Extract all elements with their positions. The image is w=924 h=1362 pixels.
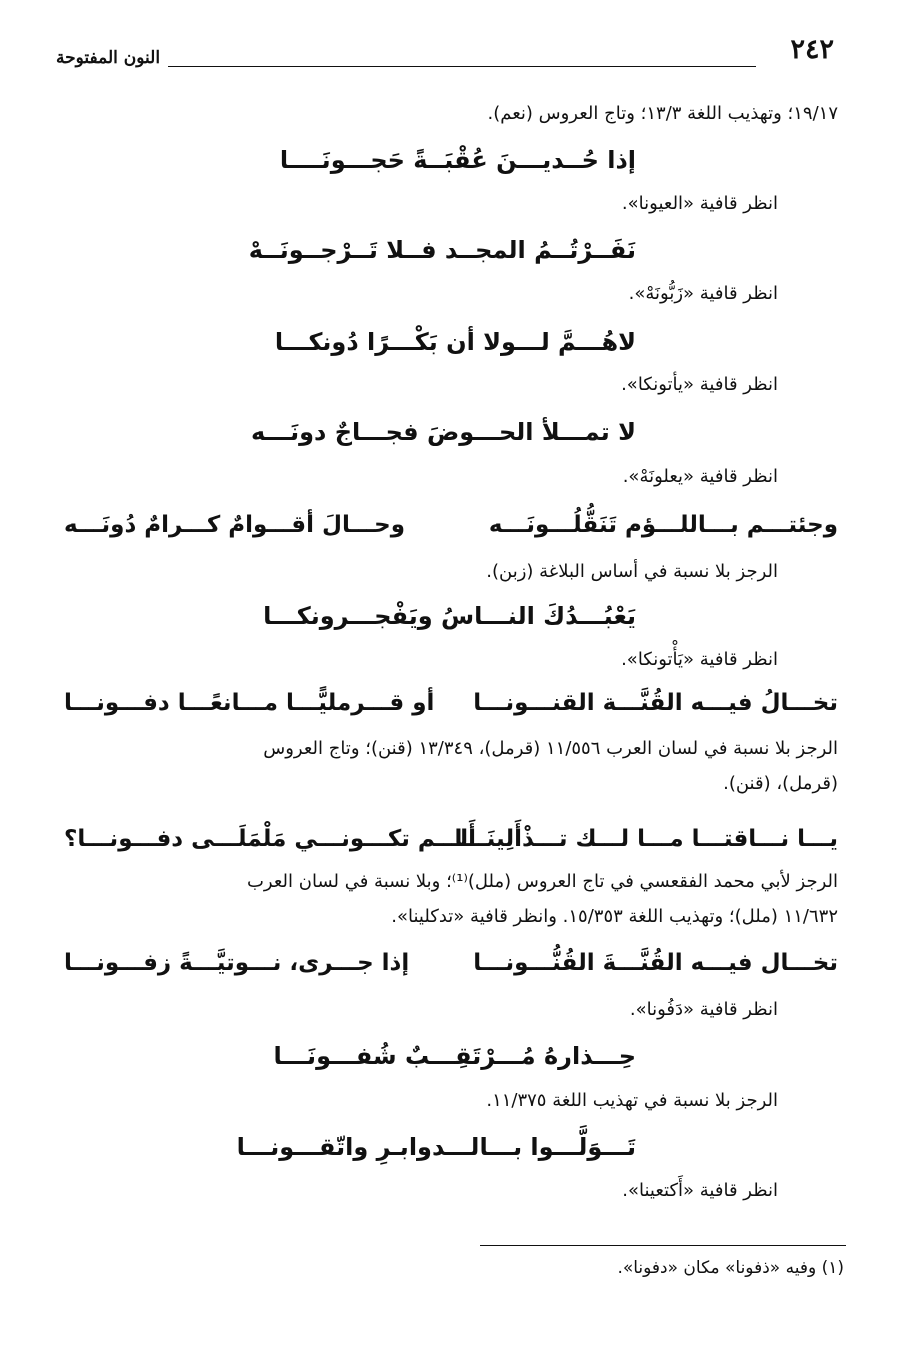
note-lisan-qarmal-cont: (قرمل)، (قنن). [723, 773, 838, 794]
verse-yabuduka: يَعْبُـــدُكَ النـــاسُ ويَفْجـــرونكـــا [263, 602, 636, 630]
note-uyuna: انظر قافية «العيونا». [621, 193, 778, 214]
verse-jitum-second-hemistich: وحـــالَ أقـــوامٌ كـــرامٌ دُونَـــه [64, 512, 406, 538]
verse-hadin: إذا حُــديـــنَ عُقْبَــةً حَجـــونَــــا [279, 146, 636, 174]
note-yatunaka: انظر قافية «يأتونكا». [621, 374, 778, 395]
verse-la-tamla: لا تمـــلأ الحـــوضَ فجـــاجٌ دونَـــه [250, 418, 636, 446]
footnote: (١) وفيه «ذفونا» مكان «دفونا». [617, 1258, 844, 1278]
running-title: النون المفتوحة [56, 48, 161, 68]
note-yatunaka-2: انظر قافية «يَأْتونكا». [621, 649, 778, 670]
verse-takhalu-second-hemistich: أو قـــرمليًّـــا مـــانعًـــا دفـــونـــا [64, 690, 435, 716]
note-tahdhib-375: الرجز بلا نسبة في تهذيب اللغة ١١/٣٧٥. [486, 1090, 778, 1111]
verse-tawallaw: تَـــوَلَّـــوا بـــالـــدوابـرِ واتّقـــونـــا [236, 1133, 636, 1161]
verse-ya-naqata-second-hemistich: أَلـــم تكـــونـــي مَلْمَلَـــى دفـــونـــا؟ [64, 826, 477, 852]
verse-takhal-first-hemistich: تخـــال فيـــه القُنَّـــةَ القُنُّـــونـــا [473, 950, 838, 976]
page-number: ٢٤٢ [790, 34, 834, 65]
verse-jitum-first-hemistich: وجئتـــم بـــاللـــؤم تَنَقُّلُـــونَـــه [488, 512, 838, 538]
verse-takhal-second-hemistich: إذا جـــرى، نـــوتيَّـــةً زفـــونـــا [64, 950, 410, 976]
page-header [56, 30, 834, 74]
verse-ya-naqata-first-hemistich: يـــا نـــاقتـــا مـــا لـــك تـــذْأَلِينَـــا [454, 826, 838, 852]
footnote-rule [480, 1245, 846, 1246]
header-rule [168, 66, 756, 67]
continued-reference: ١٩/١٧؛ وتهذيب اللغة ١٣/٣؛ وتاج العروس (نعم). [487, 103, 838, 124]
note-faqasi-cont: ١١/٦٣٢ (ملل)؛ وتهذيب اللغة ١٥/٣٥٣. وانظر قافية «تدكلينا». [391, 906, 838, 927]
note-aktaina: انظر قافية «أَكتعينا». [622, 1180, 778, 1201]
note-faqasi: الرجز لأبي محمد الفقعسي في تاج العروس (ملل)⁽¹⁾؛ وبلا نسبة في لسان العرب [246, 871, 838, 892]
note-yalunah: انظر قافية «يعلونَهْ». [622, 466, 778, 487]
verse-nafartum: نَفَــرْتُــمُ المجــد فــلا تَــرْجــونَــهْ [248, 236, 636, 264]
note-lisan-qarmal: الرجز بلا نسبة في لسان العرب ١١/٥٥٦ (قرمل)، ١٣/٣٤٩ (قنن)؛ وتاج العروس [263, 738, 838, 759]
note-zabbunah: انظر قافية «زَبُّونَهْ». [628, 283, 778, 304]
verse-takhalu-first-hemistich: تخـــالُ فيـــه القُنَّـــة القنـــونـــا [473, 690, 838, 716]
note-dafuna: انظر قافية «دَفُونا». [629, 999, 778, 1020]
verse-hidharuhu: حِـــذارهُ مُـــرْتَقِـــبٌ شُفـــونَـــا [273, 1042, 636, 1070]
note-asas-balagha: الرجز بلا نسبة في أساس البلاغة (زبن). [486, 561, 778, 582]
verse-lahumma: لاهُـــمَّ لـــولا أن بَكْـــرًا دُونكـــا [274, 328, 636, 356]
